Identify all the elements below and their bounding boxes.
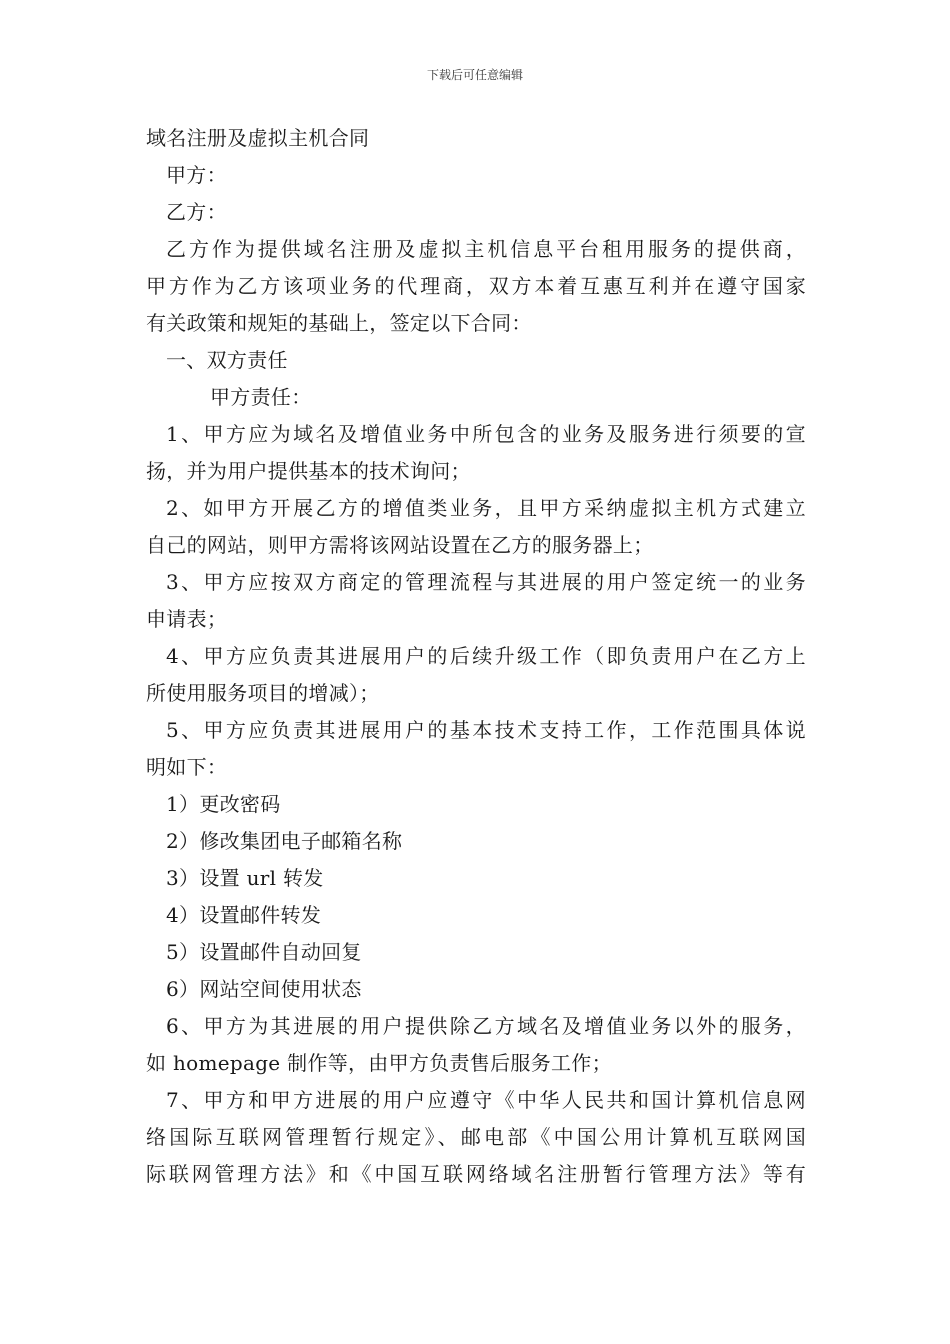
clause-line: 明如下： (146, 755, 228, 779)
clause-line: 申请表； (146, 607, 228, 631)
clause-line: 1、甲方应为域名及增值业务中所包含的业务及服务进行须要的宣 (166, 422, 806, 446)
intro-line: 甲方作为乙方该项业务的代理商，双方本着互惠互利并在遵守国家 (146, 274, 806, 298)
party-b-line: 乙方： (166, 200, 227, 224)
clause-line: 所使用服务项目的增减）； (146, 681, 380, 705)
clause-line: 自己的网站，则甲方需将该网站设置在乙方的服务器上； (146, 533, 654, 557)
clause-line: 6、甲方为其进展的用户提供除乙方域名及增值业务以外的服务， (166, 1014, 806, 1038)
party-a-line: 甲方： (166, 163, 227, 187)
clause-line: 扬，并为用户提供基本的技术询问； (146, 459, 471, 483)
sub-item: 3）设置 url 转发 (166, 866, 324, 890)
intro-line: 乙方作为提供域名注册及虚拟主机信息平台租用服务的提供商， (166, 237, 806, 261)
clause-line: 3、甲方应按双方商定的管理流程与其进展的用户签定统一的业务 (166, 570, 806, 594)
clause-line: 4、甲方应负责其进展用户的后续升级工作（即负责用户在乙方上 (166, 644, 806, 668)
subsection-heading: 甲方责任： (210, 385, 312, 409)
clause-line: 如 homepage 制作等，由甲方负责售后服务工作； (146, 1051, 612, 1075)
intro-line: 有关政策和规矩的基础上，签定以下合同： (146, 311, 532, 335)
section-heading: 一、双方责任 (166, 348, 288, 372)
header-note: 下载后可任意编辑 (426, 68, 523, 82)
sub-item: 1）更改密码 (166, 792, 281, 816)
sub-item: 6）网站空间使用状态 (166, 977, 362, 1001)
document-title: 域名注册及虚拟主机合同 (146, 126, 370, 150)
clause-line: 7、甲方和甲方进展的用户应遵守《中华人民共和国计算机信息网 (166, 1088, 806, 1112)
clause-line: 络国际互联网管理暂行规定》、邮电部《中国公用计算机互联网国 (146, 1125, 806, 1149)
sub-item: 5）设置邮件自动回复 (166, 940, 362, 964)
sub-item: 4）设置邮件转发 (166, 903, 322, 927)
clause-line: 际联网管理方法》和《中国互联网络域名注册暂行管理方法》等有 (146, 1162, 806, 1186)
document-body (146, 120, 806, 1193)
clause-line: 5、甲方应负责其进展用户的基本技术支持工作，工作范围具体说 (166, 718, 806, 742)
sub-item: 2）修改集团电子邮箱名称 (166, 829, 403, 853)
clause-line: 2、如甲方开展乙方的增值类业务，且甲方采纳虚拟主机方式建立 (166, 496, 806, 520)
